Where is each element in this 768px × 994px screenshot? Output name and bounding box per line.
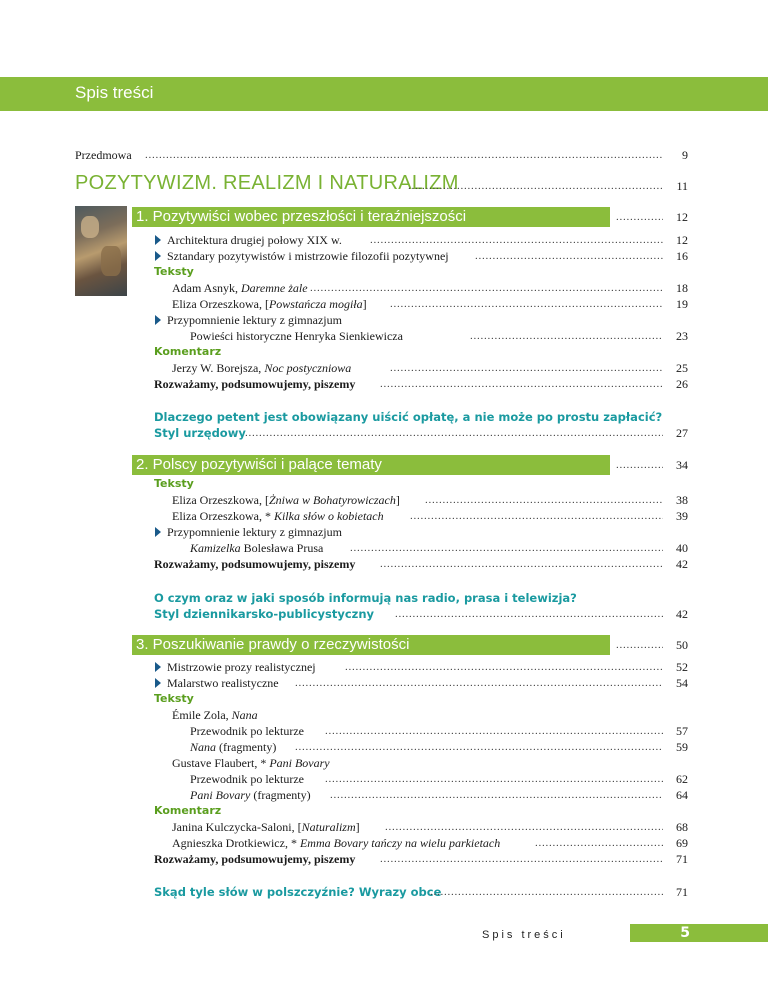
work-title: Nana: [190, 740, 217, 754]
leader-dots: [380, 376, 663, 392]
entry-label: Powieści historyczne Henryka Sienkiewicza: [190, 329, 403, 343]
bracket: ]: [355, 820, 360, 834]
work-title: Żniwa w Bohatyrowiczach: [268, 493, 396, 507]
entry-page: 52: [676, 660, 688, 674]
leader-dots: [616, 637, 663, 653]
author: Eliza Orzeszkowa, *: [172, 509, 274, 523]
leader-dots: [370, 232, 663, 248]
leader-dots: [345, 659, 663, 675]
entry-page: 27: [676, 426, 688, 440]
leader-dots: [408, 178, 663, 194]
leader-dots: [616, 209, 663, 225]
section-label: Komentarz: [154, 345, 222, 358]
author: Eliza Orzeszkowa, [: [172, 493, 269, 507]
leader-dots: [385, 819, 663, 835]
toc-entry[interactable]: [0, 835, 768, 851]
footer-label: Spis treści: [482, 929, 566, 941]
question-text: O czym oraz w jaki sposób informują nas radio, prasa i telewizja?: [154, 591, 577, 605]
leader-dots: [350, 540, 663, 556]
entry-label: Przedmowa: [75, 148, 132, 162]
work-title: Daremne żale: [241, 281, 308, 295]
entry-page: 71: [676, 852, 688, 866]
chapter-3-page: 50: [676, 638, 688, 652]
entry-page: 54: [676, 676, 688, 690]
entry-page: 42: [676, 607, 688, 621]
section-heading: [0, 476, 768, 492]
toc-entry[interactable]: [0, 556, 768, 572]
leader-dots: [380, 556, 663, 572]
entry-page: 64: [676, 788, 688, 802]
leader-dots: [325, 771, 663, 787]
entry-page: 18: [676, 281, 688, 295]
entry-page: 9: [682, 148, 688, 162]
leader-dots: [390, 360, 663, 376]
leader-dots: [310, 280, 663, 296]
entry-page: 26: [676, 377, 688, 391]
leader-dots: [145, 147, 663, 163]
arrow-icon: [155, 678, 161, 688]
section-heading: [0, 691, 768, 707]
toc-entry[interactable]: [0, 492, 768, 508]
entry-page: 42: [676, 557, 688, 571]
chapter-2-page-row: [0, 457, 768, 473]
bracket: ]: [395, 493, 400, 507]
toc-entry[interactable]: [0, 376, 768, 392]
leader-dots: [616, 457, 663, 473]
leader-dots: [380, 851, 663, 867]
toc-entry[interactable]: [0, 248, 768, 264]
toc-entry[interactable]: [0, 675, 768, 691]
author: Adam Asnyk,: [172, 281, 241, 295]
section-heading: [0, 264, 768, 280]
entry-page: 16: [676, 249, 688, 263]
author: Janina Kulczycka-Saloni, [: [172, 820, 302, 834]
author: Gustave Flaubert, *: [172, 756, 270, 770]
entry-label: Skąd tyle słów w polszczyźnie? Wyrazy obce: [154, 885, 442, 899]
entry-page: 69: [676, 836, 688, 850]
chapter-2-title[interactable]: 2. Polscy pozytywiści i palące tematy: [132, 455, 610, 475]
toc-entry[interactable]: [0, 425, 768, 441]
toc-entry[interactable]: [0, 659, 768, 675]
entry-label: Rozważamy, podsumowujemy, piszemy: [154, 852, 356, 866]
entry-page: 38: [676, 493, 688, 507]
header-band: [0, 77, 768, 111]
leader-dots: [325, 723, 663, 739]
section-label: Teksty: [154, 265, 194, 278]
section-heading: [0, 803, 768, 819]
work-title: Noc postyczniowa: [264, 361, 352, 375]
leader-dots: [395, 606, 663, 622]
work-title: Pani Bovary: [190, 788, 251, 802]
toc-entry[interactable]: [0, 819, 768, 835]
section-label: Komentarz: [154, 804, 222, 817]
leader-dots: [410, 508, 663, 524]
toc-entry: [0, 707, 768, 723]
entry-page: 59: [676, 740, 688, 754]
work-title: Pani Bovary: [269, 756, 330, 770]
entry-label: Rozważamy, podsumowujemy, piszemy: [154, 377, 356, 391]
leader-dots: [295, 675, 663, 691]
note: (fragmenty): [216, 740, 277, 754]
toc-entry[interactable]: [0, 739, 768, 755]
work-title: Kilka słów o kobietach: [273, 509, 384, 523]
entry-label: Przypomnienie lektury z gimnazjum: [167, 313, 342, 327]
bracket: ]: [362, 297, 367, 311]
leader-dots: [245, 425, 663, 441]
leader-dots: [390, 296, 663, 312]
toc-entry[interactable]: [0, 296, 768, 312]
entry-label: Architektura drugiej połowy XIX w.: [167, 233, 342, 247]
author: Agnieszka Drotkiewicz, *: [172, 836, 300, 850]
entry-page: 68: [676, 820, 688, 834]
toc-entry[interactable]: [0, 771, 768, 787]
chapter-1-title[interactable]: 1. Pozytywiści wobec przeszłości i teraźniejszości: [132, 207, 610, 227]
toc-entry: [0, 755, 768, 771]
toc-entry[interactable]: [0, 540, 768, 556]
work-title: Emma Bovary tańczy na wielu parkietach: [299, 836, 501, 850]
toc-entry[interactable]: [0, 232, 768, 248]
leader-dots: [295, 739, 663, 755]
author: Jerzy W. Borejsza,: [172, 361, 265, 375]
toc-entry[interactable]: [0, 851, 768, 867]
part-title[interactable]: POZYTYWIZM. REALIZM I NATURALIZM: [75, 172, 459, 194]
part-page: 11: [676, 179, 688, 193]
entry-page: 40: [676, 541, 688, 555]
toc-entry[interactable]: [0, 723, 768, 739]
entry-page: 19: [676, 297, 688, 311]
toc-entry[interactable]: [0, 360, 768, 376]
author: Émile Zola,: [172, 708, 232, 722]
toc-entry[interactable]: [0, 328, 768, 344]
entry-page: 25: [676, 361, 688, 375]
entry-label: Przypomnienie lektury z gimnazjum: [167, 525, 342, 539]
entry-label: Rozważamy, podsumowujemy, piszemy: [154, 557, 356, 571]
author: Bolesława Prusa: [240, 541, 324, 555]
work-title: Kamizelka: [190, 541, 241, 555]
toc-entry[interactable]: [0, 606, 768, 622]
entry-label: Styl dziennikarsko-publicystyczny: [154, 607, 375, 621]
arrow-icon: [155, 235, 161, 245]
entry-page: 12: [676, 233, 688, 247]
page-title: Spis treści: [75, 83, 154, 102]
toc-entry: [0, 312, 768, 328]
topic-question: [0, 409, 768, 425]
toc-entry: [0, 524, 768, 540]
arrow-icon: [155, 662, 161, 672]
toc-entry[interactable]: [0, 787, 768, 803]
part-page-row: [0, 178, 768, 194]
leader-dots: [475, 248, 663, 264]
toc-entry[interactable]: [0, 280, 768, 296]
entry-label: Sztandary pozytywistów i mistrzowie filozofii pozytywnej: [167, 249, 449, 263]
entry-label: Przewodnik po lekturze: [190, 724, 304, 738]
chapter-1-page: 12: [676, 210, 688, 224]
toc-entry[interactable]: [0, 884, 768, 900]
entry-label: Mistrzowie prozy realistycznej: [167, 660, 316, 674]
arrow-icon: [155, 315, 161, 325]
section-label: Teksty: [154, 477, 194, 490]
entry-label: Malarstwo realistyczne: [167, 676, 279, 690]
work-title: Powstańcza mogiła: [268, 297, 363, 311]
leader-dots: [470, 328, 663, 344]
entry-label: Styl urzędowy: [154, 426, 246, 440]
chapter-3-page-row: [0, 637, 768, 653]
work-title: Nana: [231, 708, 258, 722]
section-label: Teksty: [154, 692, 194, 705]
entry-page: 71: [676, 885, 688, 899]
arrow-icon: [155, 527, 161, 537]
arrow-icon: [155, 251, 161, 261]
chapter-1-page-row: [0, 209, 768, 225]
leader-dots: [430, 884, 663, 900]
work-title: Naturalizm: [301, 820, 356, 834]
leader-dots: [535, 835, 663, 851]
entry-label: Przewodnik po lekturze: [190, 772, 304, 786]
author: Eliza Orzeszkowa, [: [172, 297, 269, 311]
toc-entry-preface[interactable]: [0, 147, 768, 163]
entry-page: 23: [676, 329, 688, 343]
entry-page: 57: [676, 724, 688, 738]
entry-page: 39: [676, 509, 688, 523]
chapter-3-title[interactable]: 3. Poszukiwanie prawdy o rzeczywistości: [132, 635, 610, 655]
note: (fragmenty): [250, 788, 311, 802]
section-heading: [0, 344, 768, 360]
leader-dots: [425, 492, 663, 508]
page-number-box: [630, 924, 768, 942]
toc-entry[interactable]: [0, 508, 768, 524]
leader-dots: [330, 787, 663, 803]
entry-page: 62: [676, 772, 688, 786]
question-text: Dlaczego petent jest obowiązany uiścić opłatę, a nie może po prostu zapłacić?: [154, 410, 663, 424]
topic-question: [0, 590, 768, 606]
chapter-2-page: 34: [676, 458, 688, 472]
page-number: 5: [680, 925, 690, 941]
